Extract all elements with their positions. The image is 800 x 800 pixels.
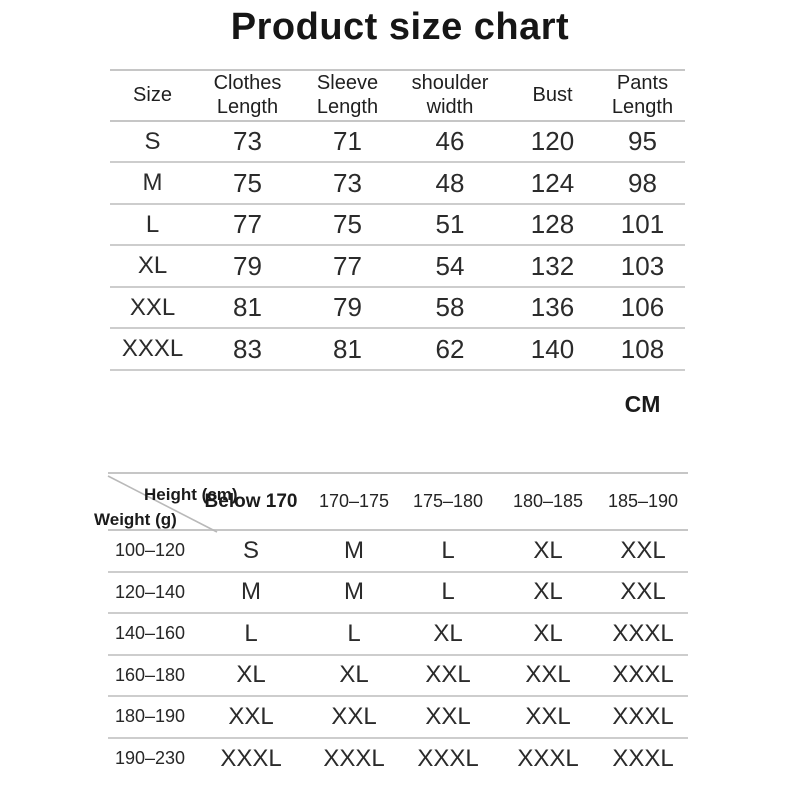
measurement-value: 120 [505,121,600,163]
recommended-size: XL [310,655,398,697]
recommended-size: XXXL [598,696,688,738]
col-header-bust: Bust [505,70,600,121]
measurement-value: 71 [300,121,395,163]
weight-range-label: 120–140 [108,572,192,614]
measurement-value: 81 [300,328,395,370]
size-measurements-table [110,69,685,371]
measurement-value: 48 [395,162,505,204]
recommended-size: M [310,572,398,614]
size-row-m [110,162,685,204]
recommended-size: XXXL [612,744,674,772]
corner-header-cell [94,473,238,530]
fit-row-100-120 [108,530,688,572]
page-title: Product size chart [230,6,570,48]
measurement-value: 124 [505,162,600,204]
col-header-185-190: 185–190 [598,473,688,530]
size-label: M [110,162,195,204]
size-row-l [110,204,685,246]
measurement-value: 83 [195,328,300,370]
recommended-size: L [398,572,498,614]
recommended-size: XL [498,530,598,572]
weight-range-label: 140–160 [108,613,192,655]
recommended-size: XXXL [598,655,688,697]
recommended-size: XXL [192,696,310,738]
size-row-xxxl [110,328,685,370]
size-row-s [110,121,685,163]
recommended-size: XXXL [323,744,385,772]
fit-row-190-230 [108,738,688,780]
recommended-size: XXXL [220,744,282,772]
corner-height-label: Height (cm) [144,485,238,504]
measurement-value: 140 [505,328,600,370]
recommended-size: XL [398,613,498,655]
col-header-175-180: 175–180 [398,473,498,530]
recommended-size: L [398,530,498,572]
weight-range-label: 190–230 [114,748,186,769]
recommended-size: XXL [398,655,498,697]
recommended-size: XXL [498,696,598,738]
measurement-value: 77 [300,245,395,287]
recommended-size: XXL [310,696,398,738]
measurement-value: 77 [195,204,300,246]
measurement-value: 132 [505,245,600,287]
measurement-value: 75 [300,204,395,246]
recommended-size: S [192,530,310,572]
recommended-size: XXXL [598,613,688,655]
size-row-xl [110,245,685,287]
col-header-170-175: 170–175 [310,473,398,530]
measurement-value: 106 [600,287,685,329]
recommended-size: XXL [598,530,688,572]
recommended-size: XXXL [417,744,479,772]
recommended-size: L [310,613,398,655]
size-label: S [110,121,195,163]
col-header-pants-length: Pants Length [600,70,685,121]
col-header-below-170: Below 170 [192,473,310,530]
fit-row-120-140 [108,572,688,614]
size-label: XXXL [110,328,195,370]
measurement-value: 46 [395,121,505,163]
recommended-size: XXL [398,696,498,738]
fit-table-header-row [108,473,688,530]
measurement-value: 128 [505,204,600,246]
recommended-size: XL [192,655,310,697]
size-label: L [110,204,195,246]
recommended-size: M [310,530,398,572]
measurement-value: 54 [395,245,505,287]
measurement-value: 81 [195,287,300,329]
weight-range-label: 180–190 [108,696,192,738]
measurement-value: 95 [600,121,685,163]
measurement-value: 103 [600,245,685,287]
recommended-size: L [192,613,310,655]
measurement-value: 75 [195,162,300,204]
measurement-value: 98 [600,162,685,204]
measurement-value: 62 [395,328,505,370]
recommended-size: M [192,572,310,614]
measurement-value: 101 [600,204,685,246]
fit-row-140-160 [108,613,688,655]
fit-row-180-190 [108,696,688,738]
measurement-value: 79 [300,287,395,329]
col-header-shoulder-width: shoulder width [395,70,505,121]
col-header-sleeve-length: Sleeve Length [300,70,395,121]
fit-row-160-180 [108,655,688,697]
corner-weight-label: Weight (g) [94,510,177,529]
measurement-value: 73 [195,121,300,163]
recommended-size: XL [498,572,598,614]
recommended-size: XXXL [517,744,579,772]
measurement-value: 136 [505,287,600,329]
recommended-size: XL [498,613,598,655]
measurement-value: 73 [300,162,395,204]
col-header-clothes-length: Clothes Length [195,70,300,121]
weight-range-label: 160–180 [108,655,192,697]
size-label: XXL [110,287,195,329]
size-recommendation-table [94,472,688,779]
measurement-value: 58 [395,287,505,329]
col-header-180-185: 180–185 [498,473,598,530]
weight-range-label: 100–120 [108,530,192,572]
size-label: XL [110,245,195,287]
col-header-size: Size [110,70,195,121]
measurement-value: 108 [600,328,685,370]
recommended-size: XXL [598,572,688,614]
size-row-xxl [110,287,685,329]
recommended-size: XXL [498,655,598,697]
unit-label-cm: CM [624,391,661,417]
measurement-value: 51 [395,204,505,246]
measurement-value: 79 [195,245,300,287]
size-table-header-row [110,70,685,121]
